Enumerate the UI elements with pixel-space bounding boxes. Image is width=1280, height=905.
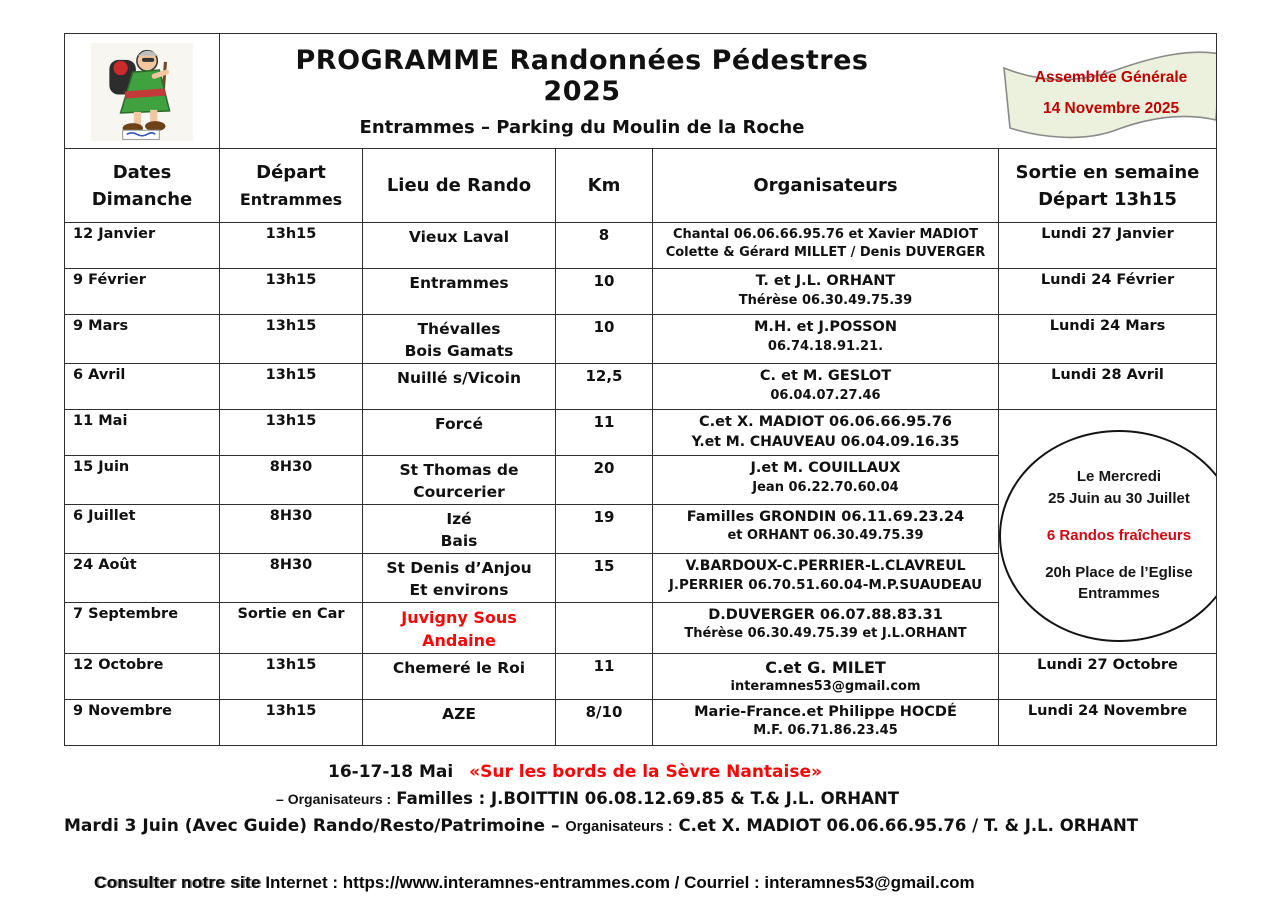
table-row: [65, 315, 1217, 364]
depart-cell: 13h15: [220, 223, 363, 269]
website-line: [64, 873, 1216, 893]
sortie-cell: Lundi 24 Février: [999, 269, 1217, 315]
lieu-cell: St Denis d’Anjou Et environs: [363, 553, 556, 602]
organisateurs-cell: M.H. et J.POSSON 06.74.18.91.21.: [653, 315, 999, 364]
sortie-cell: Lundi 24 Mars: [999, 315, 1217, 364]
km-cell: 11: [556, 653, 653, 699]
km-cell: 8: [556, 223, 653, 269]
sortie-cell: Lundi 27 Janvier: [999, 223, 1217, 269]
lieu-cell: Nuillé s/Vicoin: [363, 363, 556, 409]
depart-cell: 8H30: [220, 455, 363, 504]
sortie-cell: Lundi 27 Octobre: [999, 653, 1217, 699]
lieu-cell: Vieux Laval: [363, 223, 556, 269]
lieu-cell: Thévalles Bois Gamats: [363, 315, 556, 364]
col-lieu: Lieu de Rando: [363, 149, 556, 223]
date-cell: 12 Janvier: [65, 223, 220, 269]
midweek-ellipse: [999, 430, 1217, 642]
col-sortie: Sortie en semaine Départ 13h15: [999, 149, 1217, 223]
date-cell: 9 Novembre: [65, 699, 220, 745]
organisateurs-cell: C. et M. GESLOT 06.04.07.27.46: [653, 363, 999, 409]
banner-line-1: Assemblée Générale: [1034, 68, 1188, 86]
title-cell: [220, 34, 1217, 149]
assembly-banner: [992, 40, 1217, 144]
organisateurs-label: – Organisateurs :: [276, 791, 392, 807]
date-cell: 7 Septembre: [65, 602, 220, 653]
hiker-logo: [91, 43, 193, 141]
depart-cell: 13h15: [220, 363, 363, 409]
ellipse-line-1: Le Mercredi: [1076, 468, 1162, 486]
program-sheet: [64, 33, 1216, 746]
date-cell: 9 Mars: [65, 315, 220, 364]
km-cell: 15: [556, 553, 653, 602]
mai-event-dates: 16-17-18 Mai: [328, 762, 454, 782]
hiker-icon: [91, 43, 193, 141]
km-cell: 10: [556, 269, 653, 315]
juin-event-line: [64, 816, 1216, 836]
page-title: PROGRAMME Randonnées Pédestres 2025: [295, 44, 869, 107]
col-km: Km: [556, 149, 653, 223]
lieu-cell: AZE: [363, 699, 556, 745]
ellipse-line-5: Entrammes: [1078, 585, 1160, 603]
km-cell: 20: [556, 455, 653, 504]
date-cell: 15 Juin: [65, 455, 220, 504]
km-cell: 8/10: [556, 699, 653, 745]
table-row: [65, 409, 1217, 455]
website-line-rest: Internet : https://www.interamnes-entrammes.com / Courriel : interamnes53@gmail.com: [265, 873, 975, 892]
km-cell: 19: [556, 504, 653, 553]
depart-cell: 8H30: [220, 553, 363, 602]
depart-cell: Sortie en Car: [220, 602, 363, 653]
km-cell: [556, 602, 653, 653]
table-row: [65, 269, 1217, 315]
date-cell: 6 Juillet: [65, 504, 220, 553]
ellipse-line-4: 20h Place de l’Eglise: [1045, 563, 1193, 581]
mai-event-line: [64, 762, 1216, 782]
date-cell: 6 Avril: [65, 363, 220, 409]
ellipse-line-3: 6 Randos fraîcheurs: [1046, 526, 1192, 544]
sortie-cell: Lundi 28 Avril: [999, 363, 1217, 409]
ellipse-line-2: 25 Juin au 30 Juillet: [1048, 490, 1190, 508]
banner-line-2: 14 Novembre 2025: [1042, 99, 1180, 117]
lieu-cell: Chemeré le Roi: [363, 653, 556, 699]
mai-event-title: «Sur les bords de la Sèvre Nantaise»: [469, 762, 822, 782]
sortie-cell: Lundi 24 Novembre: [999, 699, 1217, 745]
organisateurs-cell: Chantal 06.06.66.95.76 et Xavier MADIOT Colette & Gérard MILLET / Denis DUVERGER: [653, 223, 999, 269]
column-header-row: [65, 149, 1217, 223]
midweek-ellipse-cell: [999, 409, 1217, 653]
table-row: [65, 653, 1217, 699]
date-cell: 24 Août: [65, 553, 220, 602]
depart-cell: 13h15: [220, 699, 363, 745]
organisateurs-label: Organisateurs :: [565, 819, 673, 835]
organisateurs-value: Familles : J.BOITTIN 06.08.12.69.85 & T.& J.L. ORHANT: [396, 789, 899, 808]
col-depart: Départ Entrammes: [220, 149, 363, 223]
footer-notes: [64, 762, 1216, 893]
date-cell: 11 Mai: [65, 409, 220, 455]
km-cell: 11: [556, 409, 653, 455]
km-cell: 12,5: [556, 363, 653, 409]
date-cell: 9 Février: [65, 269, 220, 315]
program-table: [64, 33, 1217, 746]
lieu-cell: Izé Bais: [363, 504, 556, 553]
organisateurs-cell: V.BARDOUX-C.PERRIER-L.CLAVREUL J.PERRIER 06.70.51.60.04-M.P.SUAUDEAU: [653, 553, 999, 602]
depart-cell: 13h15: [220, 409, 363, 455]
km-cell: 10: [556, 315, 653, 364]
mai-organisateurs-line: [64, 789, 1216, 808]
organisateurs-cell: C.et G. MILET interamnes53@gmail.com: [653, 653, 999, 699]
lieu-cell: Juvigny Sous Andaine: [363, 602, 556, 653]
lieu-cell: Entrammes: [363, 269, 556, 315]
organisateurs-cell: C.et X. MADIOT 06.06.66.95.76 Y.et M. CHAUVEAU 06.04.09.16.35: [653, 409, 999, 455]
date-cell: 12 Octobre: [65, 653, 220, 699]
organisateurs-cell: Familles GRONDIN 06.11.69.23.24 et ORHANT 06.30.49.75.39: [653, 504, 999, 553]
lieu-cell: Forcé: [363, 409, 556, 455]
organisateurs-value: C.et X. MADIOT 06.06.66.95.76 / T. & J.L. ORHANT: [678, 816, 1139, 835]
organisateurs-cell: Marie-France.et Philippe HOCDÉ M.F. 06.71.86.23.45: [653, 699, 999, 745]
logo-cell: [65, 34, 220, 149]
table-row: [65, 223, 1217, 269]
table-row: [65, 699, 1217, 745]
table-row: [65, 363, 1217, 409]
col-dates: Dates Dimanche: [65, 149, 220, 223]
col-organisateurs: Organisateurs: [653, 149, 999, 223]
depart-cell: 8H30: [220, 504, 363, 553]
depart-cell: 13h15: [220, 315, 363, 364]
juin-event-title: Mardi 3 Juin (Avec Guide) Rando/Resto/Patrimoine –: [64, 816, 560, 836]
depart-cell: 13h15: [220, 269, 363, 315]
organisateurs-cell: T. et J.L. ORHANT Thérèse 06.30.49.75.39: [653, 269, 999, 315]
website-line-prefix: Consulter notre site: [94, 873, 261, 892]
depart-cell: 13h15: [220, 653, 363, 699]
page-subtitle: Entrammes – Parking du Moulin de la Roche: [359, 116, 805, 138]
organisateurs-cell: D.DUVERGER 06.07.88.83.31 Thérèse 06.30.49.75.39 et J.L.ORHANT: [653, 602, 999, 653]
header-band: [65, 34, 1217, 149]
organisateurs-cell: J.et M. COUILLAUX Jean 06.22.70.60.04: [653, 455, 999, 504]
lieu-cell: St Thomas de Courcerier: [363, 455, 556, 504]
